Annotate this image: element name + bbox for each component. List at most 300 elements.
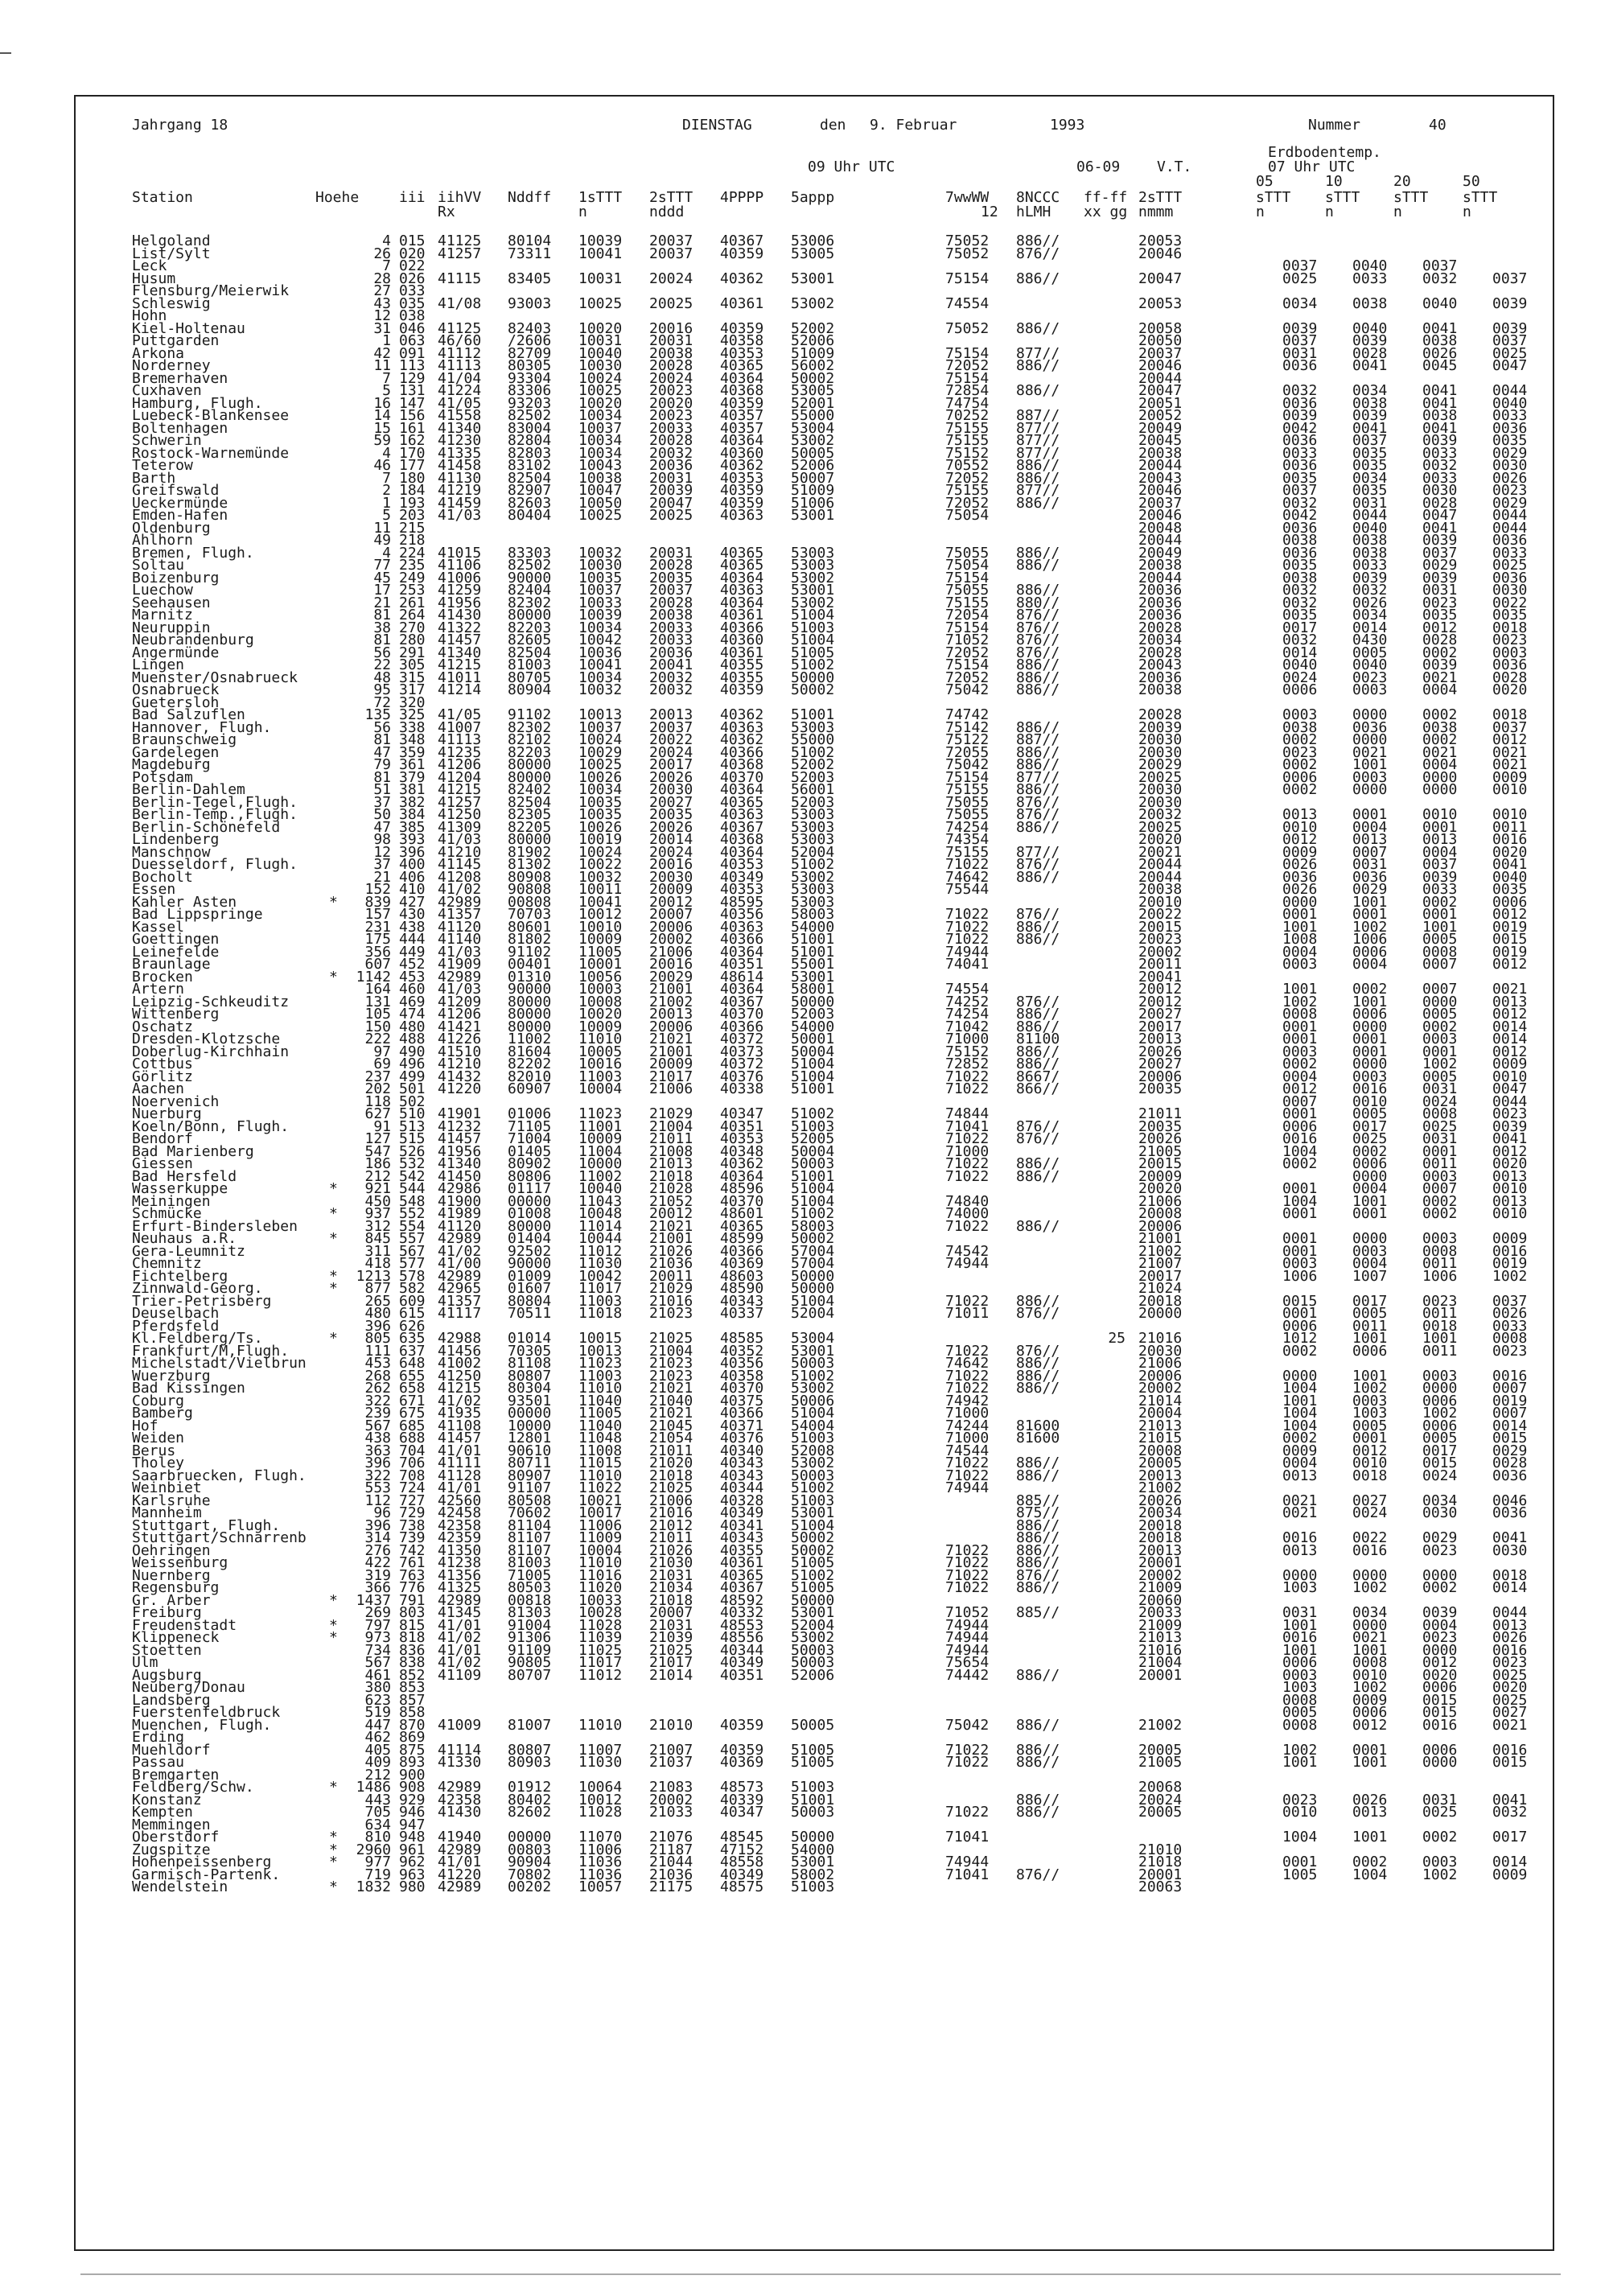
soil-05: 0036	[1282, 394, 1318, 412]
soil-10: 0430	[1352, 632, 1388, 648]
group-2sttt: 21036	[649, 1255, 693, 1272]
soil-50: 0020	[1492, 843, 1528, 861]
group-1sttt: 10005	[578, 1043, 623, 1060]
group-1sttt: 10010	[578, 918, 623, 936]
soil-20: 0024	[1422, 1467, 1458, 1484]
group-2sttt: 20038	[649, 344, 693, 362]
soil-50: 0037	[1492, 332, 1528, 349]
group-7wwww: 74354	[945, 831, 990, 848]
soil-50: 0035	[1492, 432, 1528, 449]
group-5appp: 51004	[791, 1516, 835, 1534]
erdboden-title: Erdbodentemp.	[1268, 144, 1381, 161]
group-5appp: 53003	[791, 831, 835, 848]
group-7wwww: 75052	[945, 245, 990, 262]
group-2sttt: 21021	[649, 1217, 693, 1235]
soil-10: 0007	[1352, 843, 1388, 861]
group-2sttt: 21020	[649, 1455, 693, 1471]
soil-50: 0014	[1492, 1018, 1528, 1035]
height: 77	[373, 557, 391, 574]
group-1sttt: 10030	[578, 557, 623, 574]
soil-10: 0000	[1352, 1566, 1388, 1584]
soil-20: 0011	[1422, 1342, 1458, 1360]
group-5appp: 52006	[791, 1666, 835, 1684]
group-2sttt: 21031	[649, 1616, 693, 1634]
group-1sttt: 11006	[578, 1516, 623, 1534]
height: 447	[364, 1716, 391, 1734]
group-7wwww: 75154	[945, 768, 990, 786]
station-name: Wittenberg	[132, 1006, 220, 1023]
soil-05: 1012	[1282, 1330, 1318, 1347]
group-1sttt: 11009	[578, 1529, 623, 1546]
group-7wwww: 74944	[945, 1479, 990, 1496]
nddff: 11002	[508, 1031, 552, 1047]
group-4pppp: 40376	[720, 1068, 764, 1085]
group-5appp: 53005	[791, 382, 835, 399]
group-5appp: 52003	[791, 768, 835, 786]
soil-10: 0034	[1352, 382, 1388, 399]
nddff: 01404	[508, 1230, 552, 1247]
group-2sttt-vt: 20051	[1138, 394, 1183, 412]
group-2sttt: 20036	[649, 457, 693, 474]
group-7wwww: 71022	[945, 1380, 990, 1397]
height: 7	[382, 257, 391, 274]
group-7wwww: 74244	[945, 1417, 990, 1434]
soil-20: 0006	[1422, 1741, 1458, 1759]
iihvv: 41007	[438, 718, 482, 736]
soil-05: 0033	[1282, 444, 1318, 462]
gust-ff: 25	[1108, 1330, 1125, 1347]
soil-20: 0003	[1422, 1031, 1458, 1047]
group-2sttt-vt: 20047	[1138, 382, 1183, 399]
station-name: Neuhaus a.R.	[132, 1230, 237, 1247]
group-4pppp: 40359	[720, 681, 764, 698]
station-name: Leipzig-Schkeuditz	[132, 993, 290, 1010]
group-2sttt: 20035	[649, 806, 693, 823]
iihvv: 41125	[438, 319, 482, 337]
soil-05: 1006	[1282, 1267, 1318, 1285]
height: 443	[364, 1791, 391, 1808]
group-2sttt: 20030	[649, 868, 693, 886]
group-5appp: 52002	[791, 756, 835, 773]
station-name: Hof	[132, 1417, 158, 1434]
iihvv: 41220	[438, 1866, 482, 1883]
group-8nccc: 886//	[1016, 1579, 1060, 1596]
soil-10: 1002	[1352, 1579, 1388, 1596]
soil-05: 0010	[1282, 818, 1318, 836]
group-2sttt: 20022	[649, 731, 693, 748]
group-2sttt: 21014	[649, 1666, 693, 1684]
station-name: Goettingen	[132, 931, 220, 948]
group-4pppp: 48558	[720, 1854, 764, 1870]
soil-20: 0017	[1422, 1442, 1458, 1459]
soil-05: 0006	[1282, 1317, 1318, 1335]
soil-10: 1002	[1352, 1380, 1388, 1397]
height: 22	[373, 656, 391, 673]
group-2sttt: 21033	[649, 1804, 693, 1821]
soil-50: 0003	[1492, 644, 1528, 661]
group-8nccc: 886//	[1016, 494, 1060, 512]
soil-20: 0041	[1422, 519, 1458, 537]
iihvv: 41956	[438, 594, 482, 611]
soil-05: 0040	[1282, 656, 1318, 673]
soil-20: 0023	[1422, 1292, 1458, 1310]
soil-05: 1001	[1282, 1641, 1318, 1659]
station-id: 870	[399, 1716, 426, 1734]
nddff: 93501	[508, 1392, 552, 1409]
station-id: 552	[399, 1205, 426, 1222]
station-name: Bremen, Flugh.	[132, 544, 254, 562]
station-name: Rostock-Warnemünde	[132, 444, 290, 462]
station-name: Teterow	[132, 457, 193, 474]
soil-50: 0009	[1492, 1866, 1528, 1883]
group-1sttt: 11020	[578, 1579, 623, 1596]
nddff: 80000	[508, 1217, 552, 1235]
group-2sttt: 21004	[649, 1342, 693, 1360]
group-2sttt: 20020	[649, 394, 693, 412]
group-7wwww: 75154	[945, 656, 990, 673]
iihvv: 41257	[438, 245, 482, 262]
height: 37	[373, 856, 391, 873]
group-8nccc: 886//	[1016, 1741, 1060, 1759]
group-5appp: 51004	[791, 1405, 835, 1422]
soil-50: 0026	[1492, 1305, 1528, 1322]
group-4pppp: 40375	[720, 1392, 764, 1409]
station-id: 685	[399, 1417, 426, 1434]
group-1sttt: 10034	[578, 407, 623, 424]
group-7wwww: 74944	[945, 1629, 990, 1646]
soil-05: 0032	[1282, 594, 1318, 611]
col-8nccc: 8NCCC	[1016, 189, 1060, 206]
station-id: 791	[399, 1591, 426, 1609]
height: 91	[373, 1117, 391, 1135]
height: 152	[364, 881, 391, 898]
group-7wwww: 75052	[945, 319, 990, 337]
soil-50: 0029	[1492, 494, 1528, 512]
station-id: 393	[399, 831, 426, 848]
station-name: Zinnwald-Georg.	[132, 1280, 263, 1297]
group-2sttt: 20024	[649, 369, 693, 387]
group-5appp: 51006	[791, 494, 835, 512]
station-name: Dresden-Klotzsche	[132, 1031, 281, 1047]
station-name: Wendelstein	[132, 1878, 228, 1895]
station-id: 381	[399, 781, 426, 798]
station-id: 400	[399, 856, 426, 873]
group-2sttt: 21034	[649, 1579, 693, 1596]
station-id: 026	[399, 270, 426, 287]
group-8nccc: 81100	[1016, 1031, 1060, 1047]
group-2sttt: 20031	[649, 544, 693, 562]
iihvv: 41309	[438, 818, 482, 836]
group-1sttt: 10008	[578, 993, 623, 1010]
group-1sttt: 10037	[578, 718, 623, 736]
soil-05: 0008	[1282, 1006, 1318, 1023]
group-8nccc: 877//	[1016, 419, 1060, 437]
station-name: Schwerin	[132, 432, 202, 449]
group-2sttt-vt: 20008	[1138, 1205, 1183, 1222]
station-id: 513	[399, 1117, 426, 1135]
group-2sttt-vt: 20063	[1138, 1878, 1183, 1895]
group-1sttt: 10019	[578, 831, 623, 848]
mountain-marker: *	[329, 1854, 338, 1870]
height: 322	[364, 1467, 391, 1484]
height: 212	[364, 1766, 391, 1784]
soil-10: 0036	[1352, 868, 1388, 886]
soil-50: 0033	[1492, 407, 1528, 424]
soil-20: 0032	[1422, 270, 1458, 287]
station-id: 474	[399, 1006, 426, 1023]
group-2sttt: 20037	[649, 582, 693, 599]
iihvv: 41120	[438, 1217, 482, 1235]
station-name: Stuttgart/Schnarrenb	[132, 1529, 307, 1546]
nddff: 80404	[508, 507, 552, 524]
group-5appp: 53003	[791, 718, 835, 736]
station-name: Osnabrueck	[132, 681, 220, 698]
group-4pppp: 40366	[720, 1018, 764, 1035]
iihvv: 41357	[438, 1292, 482, 1310]
group-2sttt-vt: 20004	[1138, 1405, 1183, 1422]
soil-50: 0014	[1492, 1854, 1528, 1870]
soil-50: 0020	[1492, 1155, 1528, 1172]
soil-50: 0020	[1492, 1679, 1528, 1696]
group-4pppp: 40372	[720, 1031, 764, 1047]
group-5appp: 51004	[791, 1292, 835, 1310]
nddff: 01912	[508, 1779, 552, 1796]
group-2sttt-vt: 20038	[1138, 681, 1183, 698]
soil-10: 0027	[1352, 1492, 1388, 1509]
group-2sttt: 21026	[649, 1541, 693, 1559]
height: 38	[373, 619, 391, 636]
sub-nmmm: nmmm	[1138, 204, 1174, 220]
station-id: 869	[399, 1729, 426, 1746]
group-7wwww: 75122	[945, 731, 990, 748]
soil-05: 0006	[1282, 1117, 1318, 1135]
nddff: 82402	[508, 781, 552, 798]
group-5appp: 56001	[791, 781, 835, 798]
group-7wwww: 75042	[945, 1716, 990, 1734]
soil-50: 0036	[1492, 569, 1528, 586]
height: 231	[364, 918, 391, 936]
group-1sttt: 10024	[578, 843, 623, 861]
soil-20: 0008	[1422, 1105, 1458, 1122]
group-2sttt-vt: 21005	[1138, 1754, 1183, 1771]
station-name: Bocholt	[132, 868, 193, 886]
group-2sttt-vt: 20025	[1138, 818, 1183, 836]
height: 877	[364, 1280, 391, 1297]
group-5appp: 53003	[791, 893, 835, 911]
nddff: 80908	[508, 868, 552, 886]
group-4pppp: 40359	[720, 245, 764, 262]
station-name: Cottbus	[132, 1055, 193, 1072]
nddff: 80402	[508, 1791, 552, 1808]
soil-20: 0041	[1422, 382, 1458, 399]
soil-20: 0002	[1422, 1579, 1458, 1596]
group-5appp: 58003	[791, 906, 835, 923]
group-1sttt: 11040	[578, 1417, 623, 1434]
group-1sttt: 10000	[578, 1155, 623, 1172]
group-2sttt: 21076	[649, 1829, 693, 1845]
group-1sttt: 10041	[578, 245, 623, 262]
group-8nccc: 886//	[1016, 1666, 1060, 1684]
group-4pppp: 40328	[720, 1492, 764, 1509]
soil-05: 0036	[1282, 544, 1318, 562]
height: 51	[373, 781, 391, 798]
iihvv: 41257	[438, 793, 482, 811]
group-1sttt: 10011	[578, 881, 623, 898]
group-2sttt-vt: 21006	[1138, 1355, 1183, 1372]
nddff: 82602	[508, 1804, 552, 1821]
group-4pppp: 40364	[720, 369, 764, 387]
soil-10: 0006	[1352, 1342, 1388, 1360]
group-8nccc: 886//	[1016, 1167, 1060, 1185]
group-7wwww: 74944	[945, 1616, 990, 1634]
group-2sttt: 21031	[649, 1566, 693, 1584]
group-4pppp: 40357	[720, 419, 764, 437]
group-5appp: 50000	[791, 993, 835, 1010]
soil-20: 0003	[1422, 1167, 1458, 1185]
height: 4	[382, 544, 391, 562]
soil-10: 1003	[1352, 1405, 1388, 1422]
group-1sttt: 10032	[578, 681, 623, 698]
nddff: 82203	[508, 743, 552, 761]
soil-50: 0016	[1492, 1641, 1528, 1659]
group-8nccc: 886//	[1016, 1055, 1060, 1072]
group-5appp: 50000	[791, 1267, 835, 1285]
soil-50: 0016	[1492, 1741, 1528, 1759]
mountain-marker: *	[329, 1180, 338, 1197]
iihvv: 41335	[438, 444, 482, 462]
soil-10: 0017	[1352, 1117, 1388, 1135]
soil-10: 1002	[1352, 918, 1388, 936]
soil-20: 0024	[1422, 1092, 1458, 1110]
soil-50: 0021	[1492, 1716, 1528, 1734]
station-id: 449	[399, 943, 426, 961]
station-name: Berus	[132, 1442, 176, 1459]
group-5appp: 51009	[791, 482, 835, 499]
soil-50: 0018	[1492, 706, 1528, 723]
soil-50: 0014	[1492, 1579, 1528, 1596]
station-id: 410	[399, 881, 426, 898]
iihvv: 42458	[438, 1504, 482, 1521]
group-4pppp: 40367	[720, 993, 764, 1010]
group-5appp: 50000	[791, 669, 835, 686]
group-1sttt: 11015	[578, 1455, 623, 1471]
soil-20: 0005	[1422, 1068, 1458, 1085]
height: 105	[364, 1006, 391, 1023]
group-7wwww: 74554	[945, 294, 990, 312]
soil-50: 0008	[1492, 1330, 1528, 1347]
iihvv: 41106	[438, 557, 482, 574]
soil-05: 0026	[1282, 881, 1318, 898]
soil-10: 1001	[1352, 1754, 1388, 1771]
soil-20: 0002	[1422, 893, 1458, 911]
station-id: 384	[399, 806, 426, 823]
mountain-marker: *	[329, 1629, 338, 1646]
group-4pppp: 48599	[720, 1230, 764, 1247]
station-id: 929	[399, 1791, 426, 1808]
height: 312	[364, 1217, 391, 1235]
height: 28	[373, 270, 391, 287]
height: 380	[364, 1679, 391, 1696]
soil-10: 0016	[1352, 1541, 1388, 1559]
soil-05: 0013	[1282, 1467, 1318, 1484]
soil-10: 0000	[1352, 731, 1388, 748]
group-2sttt: 21018	[649, 1591, 693, 1609]
soil-20: 0038	[1422, 407, 1458, 424]
station-id: 261	[399, 594, 426, 611]
soil-05: 0036	[1282, 868, 1318, 886]
soil-10: 0005	[1352, 1417, 1388, 1434]
station-id: 203	[399, 507, 426, 524]
group-1sttt: 10025	[578, 507, 623, 524]
station-name: Bad Salzuflen	[132, 706, 245, 723]
height: 7	[382, 469, 391, 487]
group-7wwww: 71042	[945, 1018, 990, 1035]
station-id: 453	[399, 968, 426, 985]
station-id: 325	[399, 706, 426, 723]
soil-10: 0001	[1352, 806, 1388, 823]
group-8nccc: 886//	[1016, 1804, 1060, 1821]
soil-50: 0029	[1492, 1442, 1528, 1459]
station-name: Lingen	[132, 656, 185, 673]
soil-10: 0004	[1352, 956, 1388, 973]
group-7wwww: 71022	[945, 1455, 990, 1471]
group-1sttt: 10022	[578, 856, 623, 873]
depth-05: 05	[1256, 173, 1274, 190]
soil-20: 0023	[1422, 594, 1458, 611]
issue-number: 40	[1429, 117, 1446, 134]
soil-50: 0022	[1492, 594, 1528, 611]
soil-10: 0038	[1352, 394, 1388, 412]
soil-20: 0041	[1422, 319, 1458, 337]
group-8nccc: 876//	[1016, 806, 1060, 823]
group-7wwww: 71022	[945, 1554, 990, 1571]
soil-05: 1008	[1282, 931, 1318, 948]
group-8nccc: 877//	[1016, 843, 1060, 861]
group-1sttt: 10047	[578, 482, 623, 499]
group-2sttt-vt: 20043	[1138, 469, 1183, 487]
nddff: 90610	[508, 1442, 552, 1459]
soil-05: 1001	[1282, 981, 1318, 998]
group-1sttt: 10021	[578, 1492, 623, 1509]
group-1sttt: 10042	[578, 1267, 623, 1285]
soil-10: 0033	[1352, 557, 1388, 574]
group-8nccc: 875//	[1016, 1504, 1060, 1521]
soil-50: 0036	[1492, 1504, 1528, 1521]
group-2sttt-vt: 20028	[1138, 644, 1183, 661]
soil-10: 0000	[1352, 781, 1388, 798]
group-2sttt: 20037	[649, 718, 693, 736]
nddff: 71004	[508, 1130, 552, 1147]
soil-50: 0025	[1492, 557, 1528, 574]
group-2sttt-vt: 20020	[1138, 831, 1183, 848]
station-name: Mannheim	[132, 1504, 202, 1521]
soil-50: 0044	[1492, 519, 1528, 537]
group-8nccc: 886//	[1016, 582, 1060, 599]
station-name: Oldenburg	[132, 519, 211, 537]
station-name: Cuxhaven	[132, 382, 202, 399]
soil-20: 0007	[1422, 1180, 1458, 1197]
group-2sttt-vt: 21010	[1138, 1841, 1183, 1858]
group-7wwww: 71022	[945, 1566, 990, 1584]
soil-20: 0011	[1422, 1255, 1458, 1272]
group-1sttt: 11025	[578, 1641, 623, 1659]
soil-50: 0044	[1492, 382, 1528, 399]
group-2sttt-vt: 20030	[1138, 743, 1183, 761]
group-2sttt-vt: 20017	[1138, 1018, 1183, 1035]
group-7wwww: 71000	[945, 1405, 990, 1422]
station-name: Leinefelde	[132, 943, 220, 961]
group-5appp: 51004	[791, 1068, 835, 1085]
